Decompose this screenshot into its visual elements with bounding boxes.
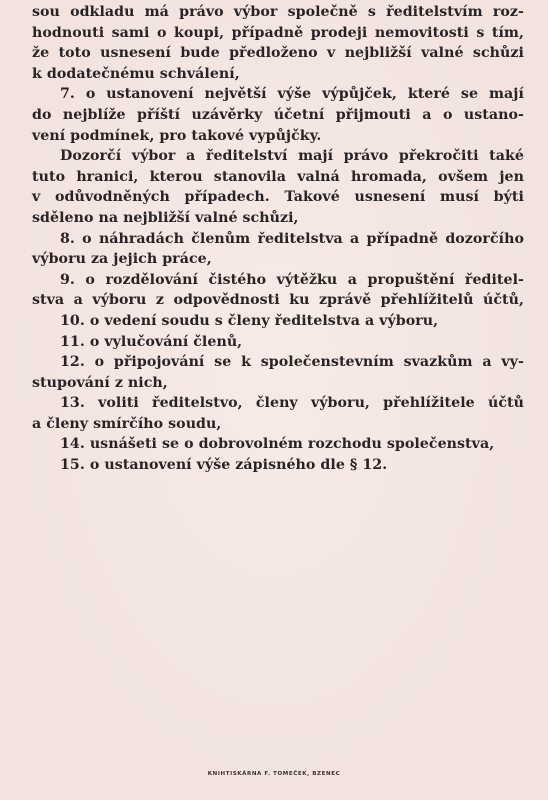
word: a: [482, 354, 492, 371]
word: vy-: [501, 354, 524, 371]
word: svazkům: [403, 354, 473, 371]
word: ředitelství: [205, 148, 288, 165]
word: také: [489, 148, 524, 165]
word: mají: [298, 148, 334, 165]
text-line: 11. o vylučování členů,: [60, 333, 243, 350]
word: 7.: [60, 86, 75, 103]
word: toto: [58, 45, 91, 62]
word: 13.: [60, 395, 85, 412]
word: prodeji: [310, 24, 368, 41]
word: zprávě: [318, 292, 372, 309]
word: schůzi: [472, 45, 524, 62]
word: ředitel-: [464, 271, 524, 288]
text-line: [32, 146, 524, 167]
word: přehlížitelů: [380, 292, 474, 309]
text-line: 10. o vedení soudu s členy ředitelstva a výboru,: [60, 312, 439, 329]
word: příští: [137, 106, 181, 123]
word: a: [350, 230, 360, 247]
word: Dozorčí: [60, 148, 122, 165]
word: ovšem: [438, 168, 489, 185]
word: o: [85, 86, 96, 103]
word: případně: [366, 230, 439, 247]
word: z: [155, 292, 164, 309]
word: výpůjček,: [322, 86, 397, 103]
word: a: [422, 106, 432, 123]
word: odkladu: [70, 4, 135, 20]
word: účtů: [487, 395, 524, 412]
printer-imprint: KNIHTISKÁRNA F. TOMEČEK, BZENEC: [207, 771, 341, 777]
word: největší: [204, 86, 267, 103]
text-line: [32, 43, 524, 64]
word: případech.: [184, 189, 270, 206]
word: účtů,: [482, 292, 524, 309]
word: o: [156, 24, 167, 41]
word: o: [94, 354, 105, 371]
word: hodnouti: [32, 24, 105, 41]
word: tuto: [32, 168, 66, 185]
word: účetní: [273, 106, 325, 123]
word: rozdělování: [105, 271, 198, 288]
word: v: [32, 189, 41, 206]
text-line: [32, 84, 524, 105]
word: že: [32, 45, 50, 62]
word: koupi,: [173, 24, 225, 41]
text-line: k dodatečnému schválení,: [32, 65, 240, 82]
word: o: [82, 230, 92, 247]
word: s: [367, 4, 376, 20]
word: výbor: [131, 148, 176, 165]
word: o: [442, 106, 453, 123]
text-line: [32, 105, 524, 126]
word: usnesení: [100, 45, 171, 62]
word: náhradách: [98, 230, 184, 247]
word: odůvodněných: [55, 189, 170, 206]
word: nemovitosti: [374, 24, 469, 41]
body-text: [32, 2, 524, 476]
word: odpovědnosti: [173, 292, 280, 309]
word: výše: [277, 86, 312, 103]
word: překročiti: [398, 148, 479, 165]
word: ku: [289, 292, 310, 309]
word: kterou: [149, 168, 203, 185]
word: k: [241, 354, 251, 371]
word: ředitelstva: [257, 230, 343, 247]
word: a: [73, 292, 83, 309]
word: má: [144, 4, 169, 20]
word: společně: [287, 4, 358, 20]
text-line: stupování z nich,: [32, 374, 168, 391]
word: a: [347, 271, 358, 288]
word: které: [407, 86, 450, 103]
word: výboru,: [310, 395, 370, 412]
word: a: [186, 148, 196, 165]
word: čistého: [208, 271, 267, 288]
word: 8.: [60, 230, 75, 247]
word: nejbližší: [344, 45, 412, 62]
word: usnesení: [354, 189, 426, 206]
text-line: [32, 352, 524, 373]
word: přijmouti: [335, 106, 411, 123]
word: se: [460, 86, 479, 103]
word: bude: [180, 45, 220, 62]
text-line: 14. usnášeti se o dobrovolném rozchodu společenstva,: [60, 436, 495, 453]
word: stanovila: [213, 168, 286, 185]
word: v: [327, 45, 336, 62]
text-line: [32, 290, 524, 311]
word: dozorčího: [445, 230, 524, 247]
word: přehlížitele: [383, 395, 475, 412]
word: stva: [32, 292, 65, 309]
word: výtěžku: [276, 271, 338, 288]
word: býti: [493, 189, 524, 206]
text-line: výboru za jejich práce,: [32, 251, 212, 268]
word: hranici,: [76, 168, 139, 185]
word: výbor: [233, 4, 278, 20]
word: roz-: [492, 4, 524, 20]
word: členy: [255, 395, 298, 412]
word: 12.: [60, 354, 85, 371]
word: 9.: [60, 271, 75, 288]
word: o: [85, 271, 95, 288]
word: musí: [440, 189, 479, 206]
text-line: [32, 187, 524, 208]
text-line: [32, 167, 524, 188]
word: uzávěrky: [191, 106, 263, 123]
word: tím,: [491, 24, 524, 41]
text-line: sděleno na nejbližší valné schůzi,: [32, 209, 299, 226]
word: sou: [32, 4, 60, 20]
text-line: [32, 270, 524, 291]
word: právo: [179, 4, 224, 20]
word: nejblíže: [62, 106, 126, 123]
word: sami: [111, 24, 150, 41]
word: členům: [191, 230, 251, 247]
word: s: [476, 24, 485, 41]
word: propuštění: [367, 271, 455, 288]
word: valné: [421, 45, 464, 62]
word: do: [32, 106, 52, 123]
word: společenstevním: [260, 354, 394, 371]
word: hromada,: [351, 168, 427, 185]
word: valná: [297, 168, 340, 185]
word: Takové: [284, 189, 340, 206]
word: voliti: [98, 395, 139, 412]
text-line: [32, 23, 524, 44]
text-line: [32, 393, 524, 414]
word: případně: [231, 24, 304, 41]
word: výboru: [92, 292, 147, 309]
text-line: 15. o ustanovení výše zápisného dle § 12.: [60, 457, 388, 474]
word: ustanovení: [106, 86, 194, 103]
word: ředitelstvo,: [152, 395, 243, 412]
text-line: vení podmínek, pro takové vypůjčky.: [32, 127, 322, 144]
word: jen: [499, 168, 524, 185]
word: připojování: [113, 354, 205, 371]
text-line: [32, 2, 524, 23]
word: mají: [488, 86, 524, 103]
word: ustano-: [463, 106, 524, 123]
word: ředitelstvím: [386, 4, 483, 20]
word: právo: [343, 148, 389, 165]
text-line: [32, 229, 524, 250]
text-line: a členy smírčího soudu,: [32, 415, 222, 432]
word: předloženo: [229, 45, 318, 62]
word: se: [214, 354, 232, 371]
